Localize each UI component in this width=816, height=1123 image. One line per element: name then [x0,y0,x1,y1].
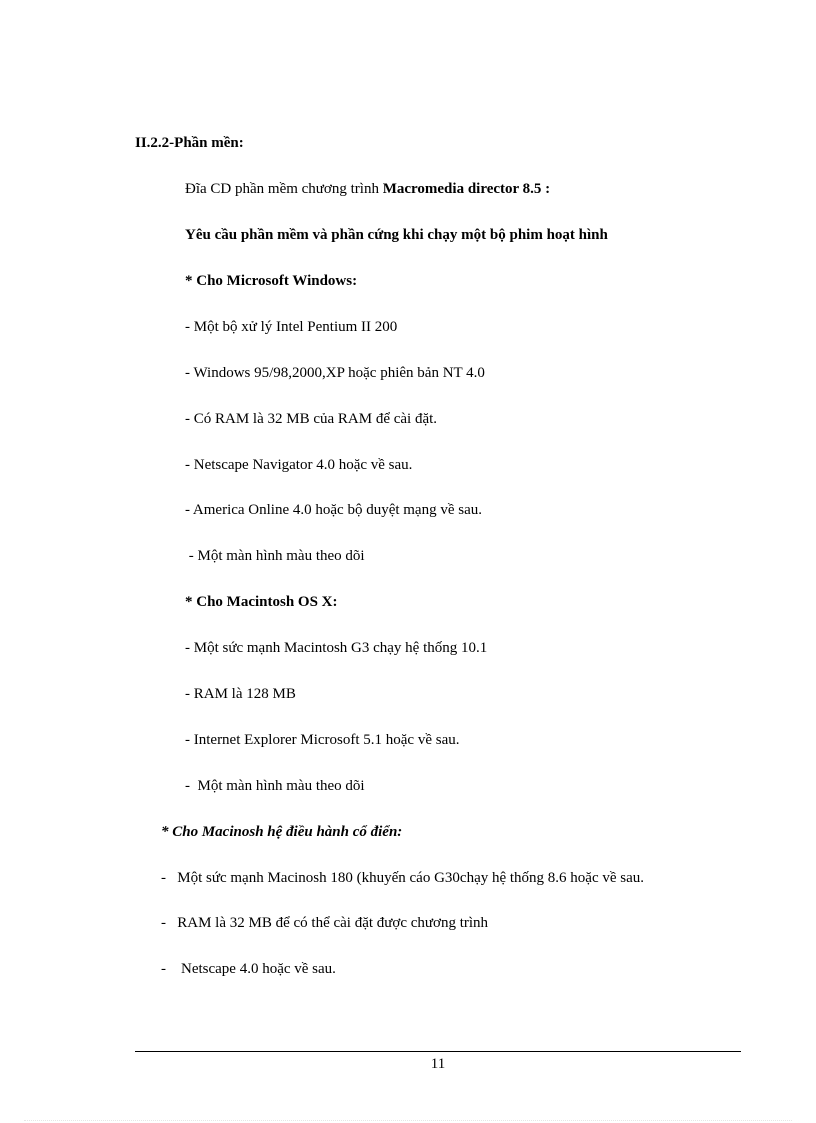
windows-heading: * Cho Microsoft Windows: [185,273,358,289]
page-number: 11 [430,1056,446,1072]
intro-product: Macromedia director 8.5 : [382,181,551,197]
mac-osx-item: - RAM là 128 MB [185,686,296,702]
windows-item: - America Online 4.0 hoặc bộ duyệt mạng về sau. [185,502,482,518]
windows-item: - Một màn hình màu theo dõi [185,548,365,564]
mac-osx-heading: * Cho Macintosh OS X: [185,594,338,610]
requirements-title: Yêu cầu phần mềm và phần cứng khi chạy một bộ phim hoạt hình [185,227,608,243]
windows-item: - Netscape Navigator 4.0 hoặc về sau. [185,457,413,473]
windows-item: - Có RAM là 32 MB của RAM để cài đặt. [185,411,438,427]
intro-prefix: Đĩa CD phần mềm chương trình [185,181,383,197]
mac-classic-heading: * Cho Macinosh hệ điều hành cổ điển: [161,824,403,840]
mac-osx-item: - Internet Explorer Microsoft 5.1 hoặc về sau. [185,732,460,748]
page-bottom-edge [24,1120,792,1121]
mac-classic-item: - RAM là 32 MB để có thể cài đặt được chương trình [161,915,489,931]
windows-item: - Windows 95/98,2000,XP hoặc phiên bản NT 4.0 [185,365,485,381]
intro-line [185,180,550,198]
mac-classic-item: - Netscape 4.0 hoặc về sau. [161,961,336,977]
footer-rule [135,1051,741,1052]
mac-osx-item: - Một sức mạnh Macintosh G3 chạy hệ thống 10.1 [185,640,488,656]
mac-osx-item: - Một màn hình màu theo dõi [185,778,365,794]
mac-classic-item: - Một sức mạnh Macinosh 180 (khuyến cáo G30chạy hệ thống 8.6 hoặc về sau. [161,870,645,886]
section-heading: II.2.2-Phần mền: [135,135,244,151]
windows-item: - Một bộ xử lý Intel Pentium II 200 [185,319,398,335]
